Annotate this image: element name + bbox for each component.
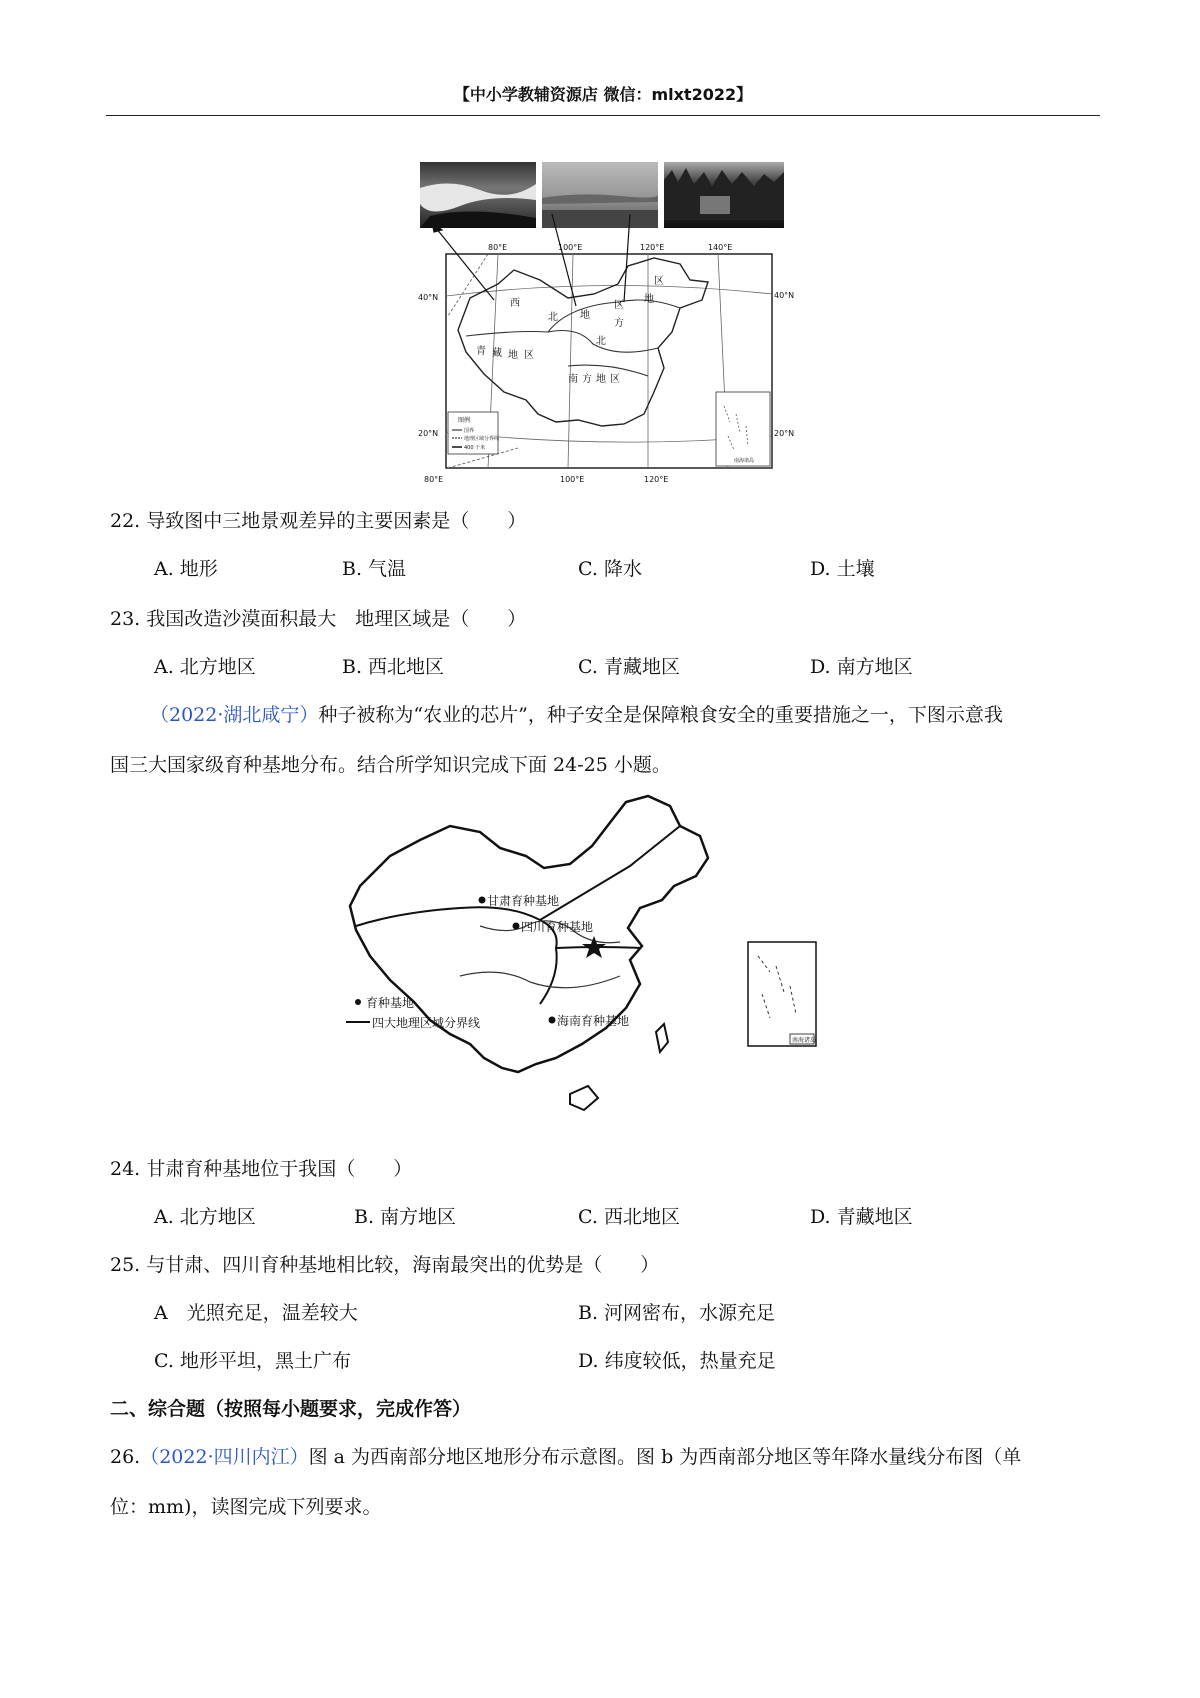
legend-site: 育种基地 bbox=[366, 996, 415, 1010]
question-stem: 导致图中三地景观差异的主要因素是（ ） bbox=[146, 510, 527, 532]
lon-label: 100°E bbox=[558, 243, 583, 252]
option: B. 南方地区 bbox=[354, 1206, 457, 1228]
lat-label: 40°N bbox=[774, 291, 795, 300]
option: D. 纬度较低，热量充足 bbox=[578, 1350, 776, 1372]
option: D. 土壤 bbox=[810, 558, 875, 580]
option: A 光照充足，温差较大 bbox=[154, 1302, 358, 1324]
region-char: 地 bbox=[508, 350, 518, 361]
option: A. 地形 bbox=[154, 558, 218, 580]
site-label-gansu: 甘肃育种基地 bbox=[487, 894, 560, 908]
question-stem-continued: 位：mm)，读图完成下列要求。 bbox=[110, 1496, 382, 1518]
section-title: 二、综合题（按照每小题要求，完成作答） bbox=[110, 1398, 472, 1420]
question-stem: 我国改造沙漠面积最大 地理区域是（ ） bbox=[146, 608, 527, 630]
region-char: 西 bbox=[510, 298, 520, 309]
question-stem: 甘肃育种基地位于我国（ ） bbox=[146, 1158, 413, 1180]
legend-item: 400 千米 bbox=[464, 445, 486, 451]
lon-label: 120°E bbox=[644, 475, 669, 484]
region-char: 区 bbox=[524, 350, 534, 361]
region-char: 方 bbox=[582, 374, 592, 385]
option: C. 西北地区 bbox=[578, 1206, 680, 1228]
intro-text: 种子被称为“农业的芯片”，种子安全是保障粮食安全的重要措施之一，下图示意我 bbox=[318, 704, 1003, 726]
desert-photo bbox=[420, 162, 536, 228]
page-header: 【中小学教辅资源店 微信：mlxt2022】 bbox=[453, 85, 753, 104]
intro-text: 国三大国家级育种基地分布。结合所学知识完成下面 24-25 小题。 bbox=[110, 754, 671, 776]
figure1-region-map bbox=[418, 236, 795, 486]
question-source: （2022·湖北咸宁） bbox=[150, 704, 319, 726]
question-stem: 图 a 为西南部分地区地形分布示意图。图 b 为西南部分地区等年降水量线分布图（单 bbox=[308, 1446, 1022, 1468]
figure2-breeding-base-map bbox=[330, 796, 870, 1132]
header-rule bbox=[106, 115, 1100, 116]
lon-label: 120°E bbox=[640, 243, 665, 252]
option: B. 西北地区 bbox=[342, 656, 445, 678]
inset-label: 南海诸岛 bbox=[734, 458, 755, 464]
inset-label: 南海诸岛 bbox=[792, 1037, 817, 1044]
region-char: 地 bbox=[596, 374, 606, 385]
question-number: 23. bbox=[110, 608, 141, 630]
option: A. 北方地区 bbox=[154, 656, 256, 678]
legend-title: 图例 bbox=[458, 417, 471, 424]
region-char: 青 bbox=[476, 346, 486, 357]
region-char: 地 bbox=[580, 310, 590, 321]
lat-label: 20°N bbox=[774, 429, 795, 438]
site-label-hainan: 海南育种基地 bbox=[557, 1014, 630, 1028]
legend-line: 四大地理区域分界线 bbox=[372, 1016, 481, 1030]
region-char: 南 bbox=[568, 374, 578, 385]
option: D. 南方地区 bbox=[810, 656, 913, 678]
question-number: 22. bbox=[110, 510, 141, 532]
option: B. 河网密布，水源充足 bbox=[578, 1302, 776, 1324]
region-char: 藏 bbox=[492, 348, 502, 359]
lon-label: 80°E bbox=[424, 475, 444, 484]
option: D. 青藏地区 bbox=[810, 1206, 913, 1228]
option: C. 青藏地区 bbox=[578, 656, 680, 678]
region-char: 方 bbox=[614, 318, 624, 329]
lon-label: 140°E bbox=[708, 243, 733, 252]
question-stem: 与甘肃、四川育种基地相比较，海南最突出的优势是（ ） bbox=[146, 1254, 660, 1276]
question-number: 25. bbox=[110, 1254, 141, 1276]
lon-label: 100°E bbox=[560, 475, 585, 484]
lon-label: 80°E bbox=[488, 243, 508, 252]
question-number: 26. bbox=[110, 1446, 141, 1468]
figure1-legend bbox=[448, 412, 499, 454]
option: C. 降水 bbox=[578, 558, 642, 580]
figure2-inset bbox=[748, 942, 816, 1046]
option: C. 地形平坦，黑土广布 bbox=[154, 1350, 351, 1372]
grassland-photo bbox=[542, 162, 658, 228]
region-char: 地 bbox=[644, 294, 654, 305]
region-char: 北 bbox=[548, 312, 558, 323]
region-char: 北 bbox=[596, 336, 606, 347]
region-char: 区 bbox=[610, 374, 620, 385]
question-number: 24. bbox=[110, 1158, 141, 1180]
site-label-sichuan: 四川育种基地 bbox=[521, 920, 594, 934]
region-char: 区 bbox=[654, 276, 664, 287]
region-char: 区 bbox=[614, 300, 624, 311]
lat-label: 40°N bbox=[418, 293, 439, 302]
landscape-photos bbox=[420, 160, 786, 232]
lat-label: 20°N bbox=[418, 429, 439, 438]
legend-item: 地理区域分界线 bbox=[464, 436, 500, 442]
option: B. 气温 bbox=[342, 558, 407, 580]
forest-photo bbox=[664, 162, 784, 228]
legend-item: 国界 bbox=[464, 428, 475, 434]
question-source: （2022·四川内江） bbox=[140, 1446, 309, 1468]
figure1-inset bbox=[716, 392, 770, 466]
option: A. 北方地区 bbox=[154, 1206, 256, 1228]
